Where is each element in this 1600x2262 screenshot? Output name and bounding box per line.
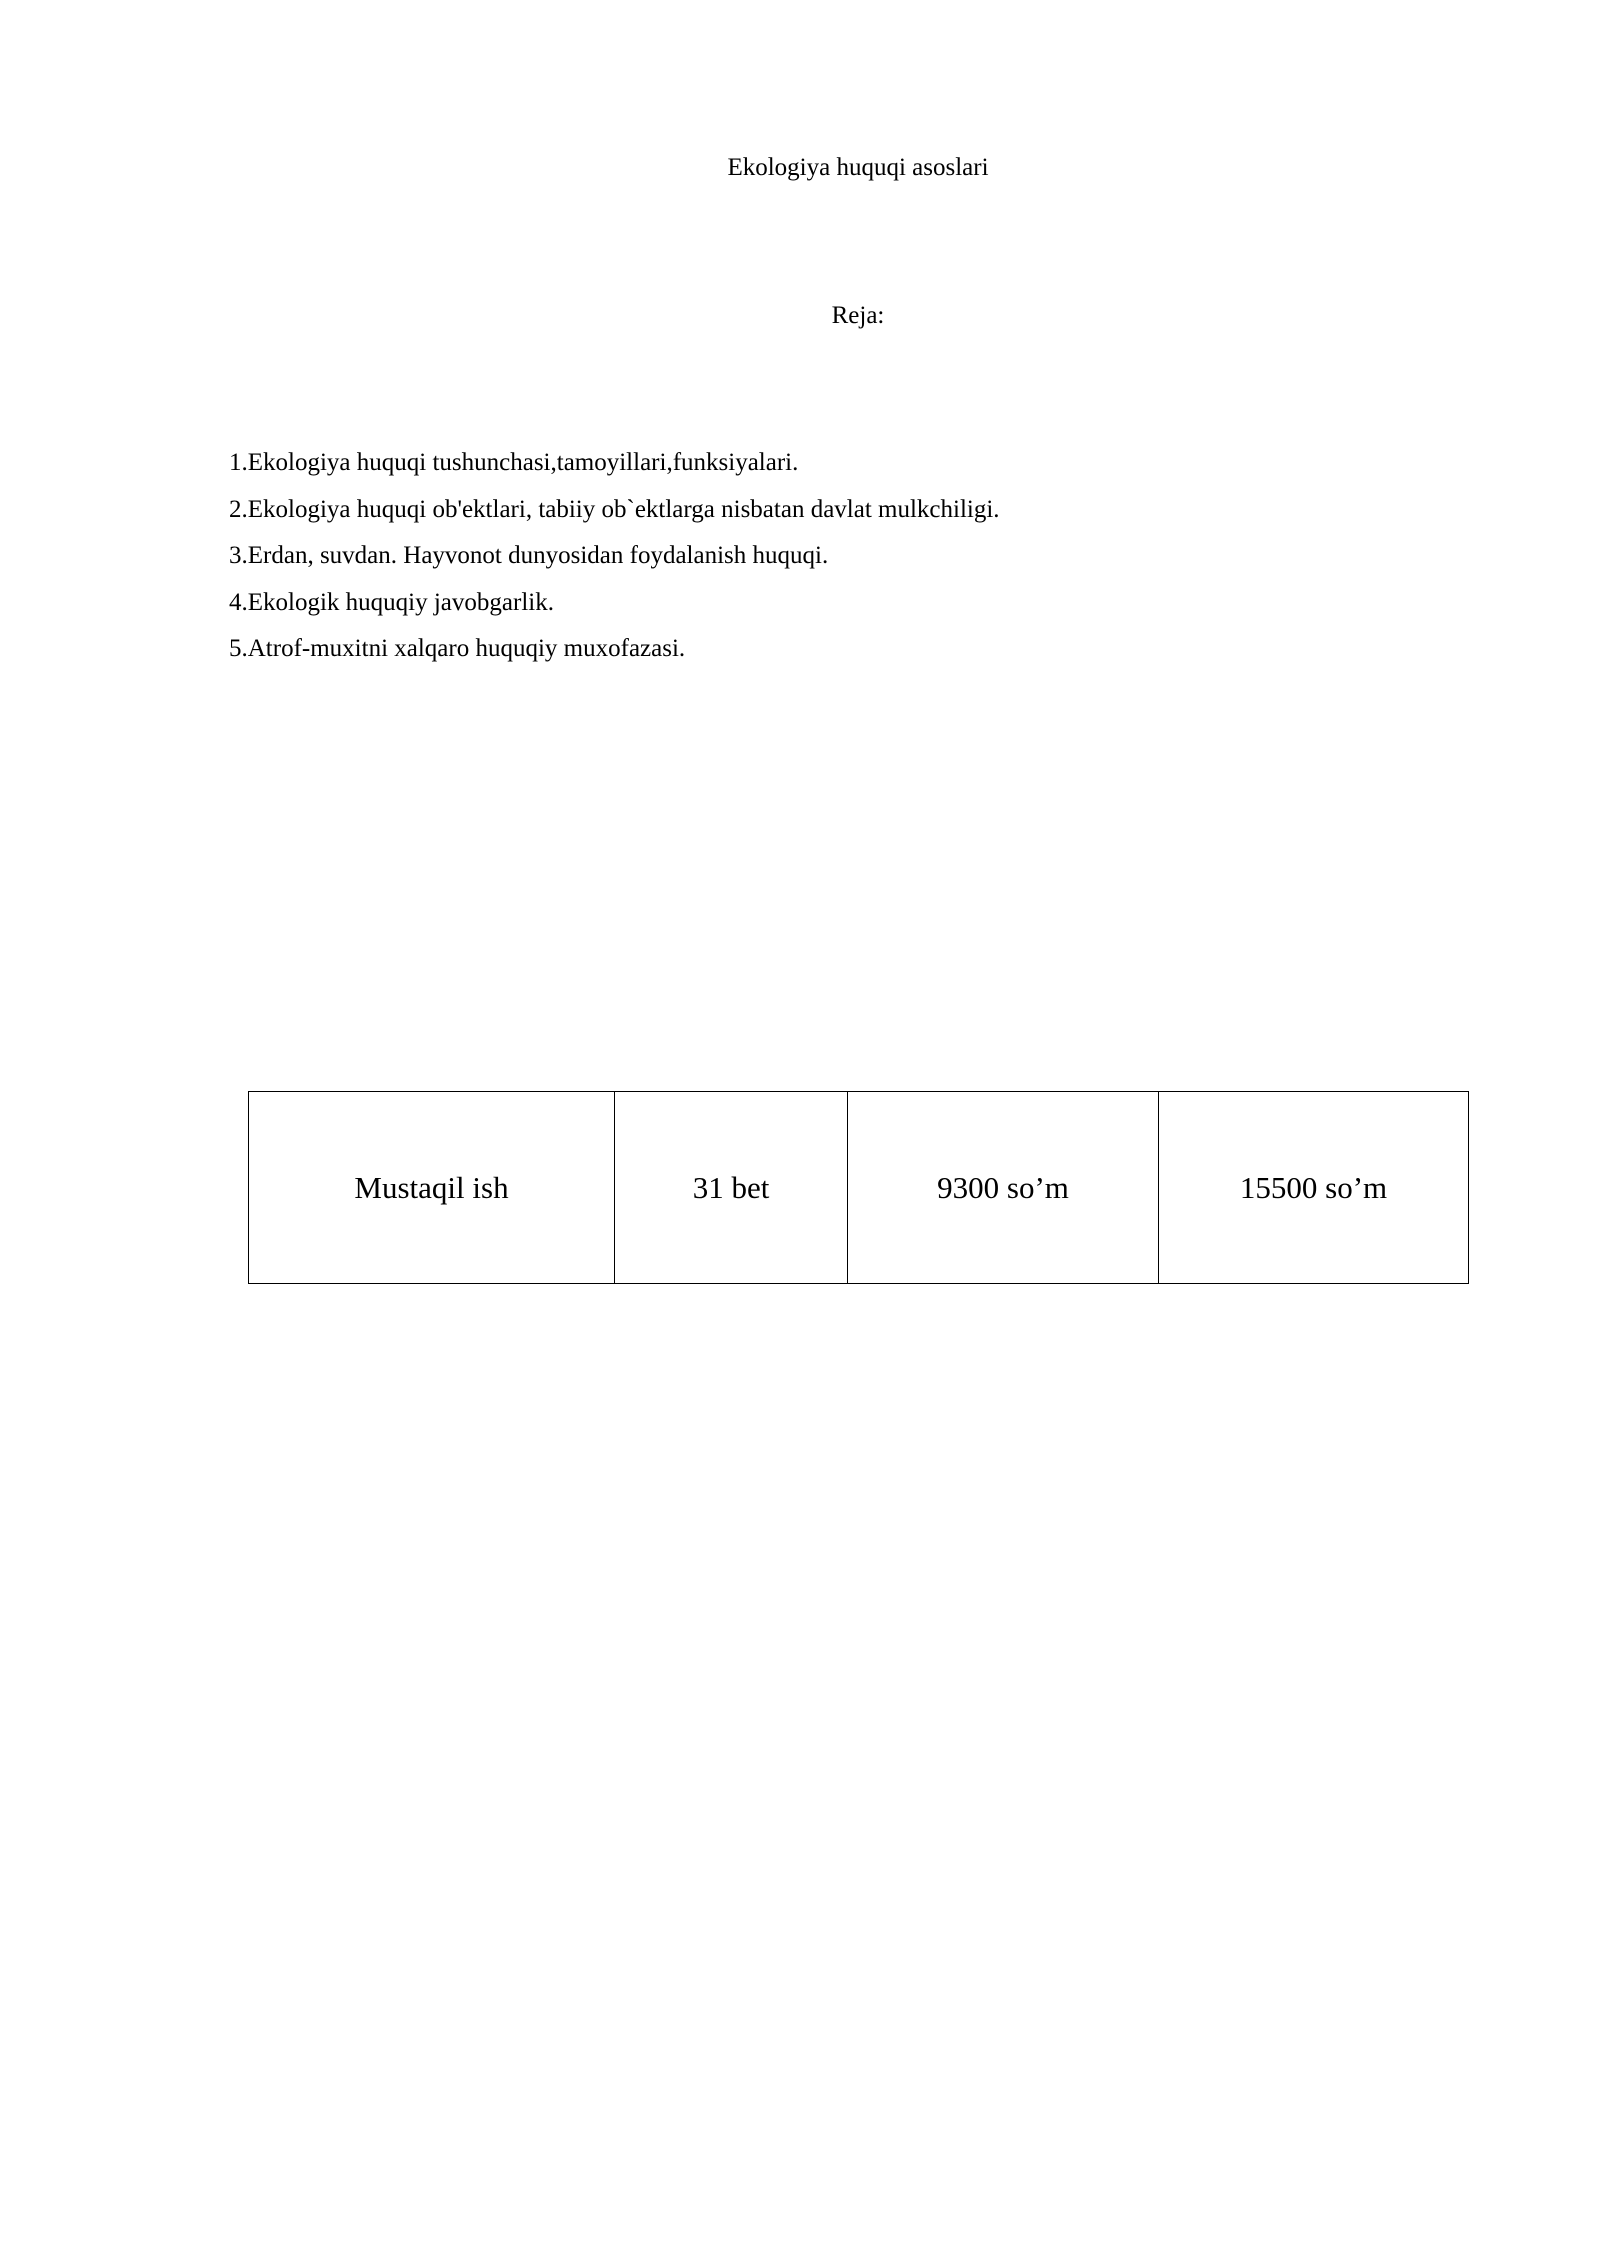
plan-item: 3.Erdan, suvdan. Hayvonot dunyosidan foydalanish huquqi.	[229, 542, 829, 569]
plan-heading: Reja:	[831, 302, 885, 329]
document-title: Ekologiya huquqi asoslari	[727, 154, 989, 181]
price-cell: 9300 so’m	[848, 1092, 1159, 1284]
plan-item: 4.Ekologik huquqiy javobgarlik.	[229, 588, 554, 616]
plan-list	[229, 440, 1000, 673]
info-table	[248, 1091, 1469, 1284]
page-count-cell: 31 bet	[615, 1092, 848, 1284]
plan-item: 5.Atrof-muxitni xalqaro huquqiy muxofazasi.	[229, 635, 686, 662]
work-type-cell: Mustaqil ish	[249, 1092, 615, 1284]
plan-item: 2.Ekologiya huquqi ob'ektlari, tabiiy ob`ektlarga nisbatan davlat mulkchiligi.	[229, 495, 1000, 523]
table-row	[249, 1092, 1469, 1284]
plan-item: 1.Ekologiya huquqi tushunchasi,tamoyillari,funksiyalari.	[229, 449, 799, 476]
price-cell: 15500 so’m	[1159, 1092, 1469, 1284]
